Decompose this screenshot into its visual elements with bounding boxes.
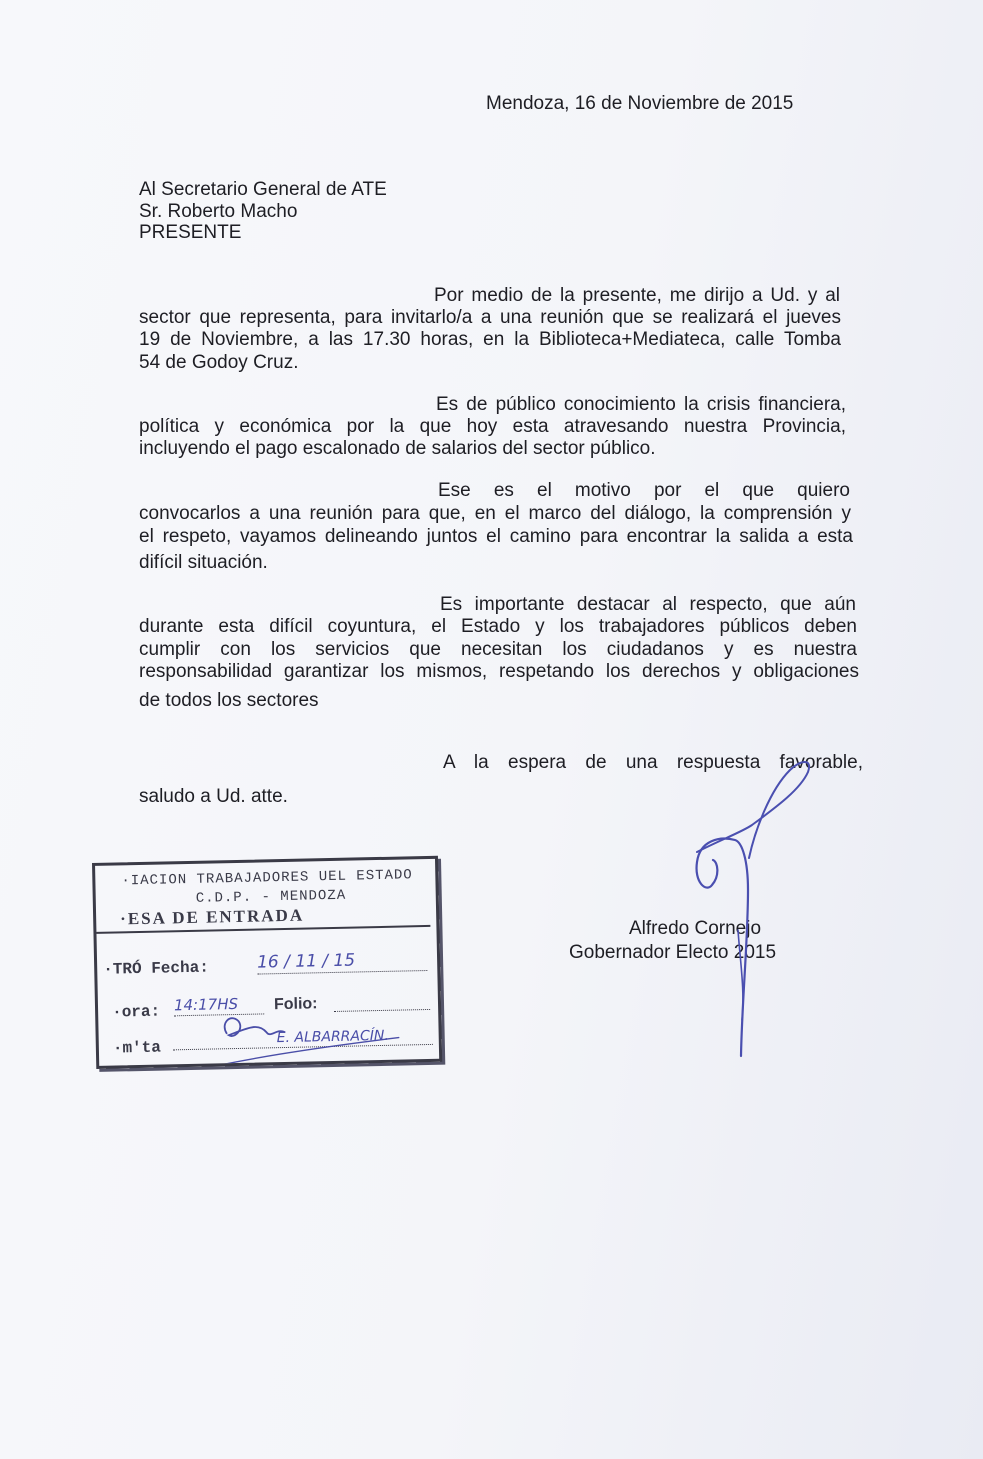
paragraph-1-line-4: 54 de Godoy Cruz. bbox=[139, 352, 299, 373]
stamp-time-label: ·ora: bbox=[111, 1002, 161, 1022]
paragraph-2-line-2: política y económica por la que hoy esta atravesando nuestra Provincia, bbox=[139, 416, 846, 437]
paragraph-1-line-1: Por medio de la presente, me dirijo a Ud. y al bbox=[434, 285, 840, 306]
signatory-name: Alfredo Cornejo bbox=[629, 918, 762, 939]
paragraph-3-line-2: convocarlos a una reunión para que, en el marco del diálogo, la comprensión y bbox=[139, 503, 851, 524]
signatory-title: Gobernador Electo 2015 bbox=[569, 942, 777, 963]
recipient-line-1: Al Secretario General de ATE bbox=[139, 179, 387, 200]
paragraph-4-line-4: responsabilidad garantizar los mismos, respetando los derechos y obligaciones bbox=[139, 661, 859, 682]
reception-stamp bbox=[92, 856, 442, 1069]
stamp-date-value: 16 / 11 / 15 bbox=[256, 950, 356, 973]
stamp-union-name: ·IACION TRABAJADORES UEL ESTADO bbox=[121, 867, 413, 890]
paragraph-1-line-2: sector que representa, para invitarlo/a a una reunión que se realizará el jueves bbox=[139, 307, 841, 328]
paragraph-3-line-4: difícil situación. bbox=[139, 552, 268, 573]
paragraph-4-line-5: de todos los sectores bbox=[139, 690, 319, 711]
letter-date: Mendoza, 16 de Noviembre de 2015 bbox=[486, 93, 794, 114]
paragraph-4-line-3: cumplir con los servicios que necesitan los ciudadanos y es nuestra bbox=[139, 639, 857, 660]
closing-line-1: A la espera de una respuesta favorable, bbox=[443, 752, 863, 773]
paragraph-3-line-1: Ese es el motivo por el que quiero bbox=[438, 480, 850, 501]
stamp-time-value: 14:17HS bbox=[173, 994, 239, 1015]
paragraph-1-line-3: 19 de Noviembre, a las 17.30 horas, en la Biblioteca+Mediateca, calle Tomba bbox=[139, 329, 841, 350]
paragraph-4-line-2: durante esta difícil coyuntura, el Estado y los trabajadores públicos deben bbox=[139, 616, 857, 637]
stamp-folio-value bbox=[334, 993, 430, 1012]
recipient-line-3: PRESENTE bbox=[139, 222, 242, 243]
stamp-signature-value: E. ALBARRACÍN. bbox=[276, 1027, 390, 1047]
stamp-office: ·ESA DE ENTRADA bbox=[119, 905, 305, 929]
paragraph-2-line-1: Es de público conocimiento la crisis financiera, bbox=[436, 394, 846, 415]
paragraph-4-line-1: Es importante destacar al respecto, que aún bbox=[440, 594, 856, 615]
recipient-line-2: Sr. Roberto Macho bbox=[139, 201, 298, 222]
stamp-folio-label: Folio: bbox=[273, 995, 318, 1014]
paragraph-3-line-3: el respeto, vayamos delineando juntos el camino para encontrar la salida a esta bbox=[139, 526, 853, 547]
stamp-city: C.D.P. - MENDOZA bbox=[195, 887, 347, 907]
closing-line-2: saludo a Ud. atte. bbox=[139, 786, 288, 807]
stamp-signature-label: ·m'ta bbox=[112, 1038, 162, 1058]
paragraph-2-line-3: incluyendo el pago escalonado de salarios del sector público. bbox=[139, 438, 656, 459]
stamp-date-label: ·TRÓ Fecha: bbox=[103, 958, 210, 979]
